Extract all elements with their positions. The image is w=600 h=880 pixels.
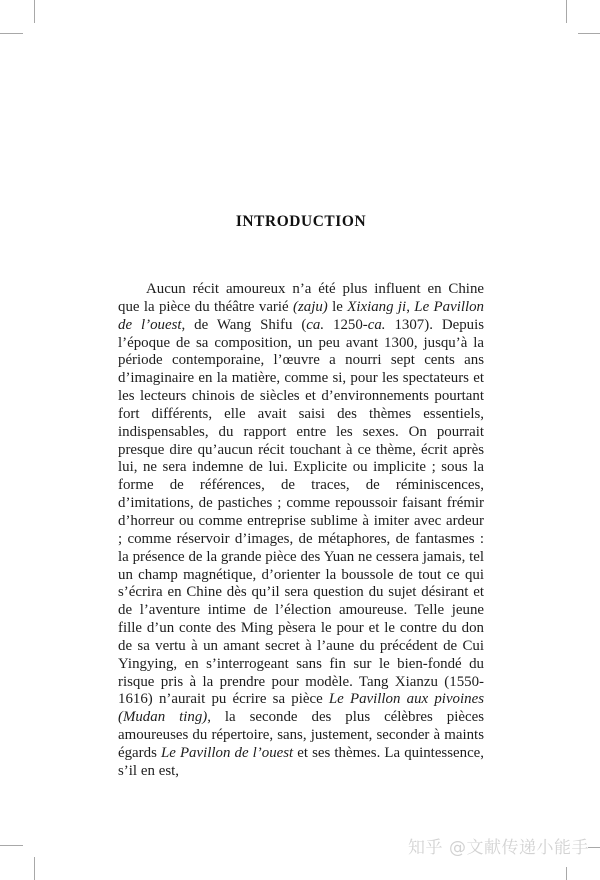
- crop-mark-top-right-horizontal: [578, 33, 600, 34]
- crop-mark-top-left-horizontal: [0, 33, 23, 34]
- page-text-block: [118, 212, 484, 781]
- zhihu-handle-text: @文献传递小能手: [449, 838, 589, 858]
- crop-mark-top-left-vertical: [34, 0, 35, 23]
- introduction-paragraph: Aucun récit amoureux n’a été plus influent en Chine que la pièce du théâtre varié (zaju) le Xixiang ji, Le Pavillon de l’ouest, de Wang Shifu (ca. 1250-ca. 1307). Depuis l’époque de sa composition, un peu avant 1300, jusqu’à la période contemporaine, l’œuvre a nourri sept cents ans d’imaginaire en la matière, comme si, pour les spectateurs et les lecteurs chinois de siècles et d’environnements pourtant fort différents, elle avait saisi des thèmes essentiels, indispensables, du rapport entre les sexes. On pourrait presque dire qu’aucun récit touchant à ce thème, écrit après lui, ne sera indemne de lui. Explicite ou implicite ; sous la forme de références, de traces, de réminiscences, d’imitations, de pastiches ; comme repoussoir faisant frémir d’horreur ou comme entreprise sublime à imiter avec ardeur ; comme réservoir d’images, de métaphores, de fantasmes : la présence de la grande pièce des Yuan ne cessera jamais, tel un champ magnétique, d’orienter la boussole de tout ce qui s’écrira en Chine dès qu’il sera question du sujet désirant et de l’aventure intime de l’élection amoureuse. Telle jeune fille d’un conte des Ming pèsera le pour et le contre du don de sa vertu à un amant secret à l’aune du précédent de Cui Yingying, en s’interrogeant sans fin sur le bien-fondé du risque pris à la prendre pour modèle. Tang Xianzu (1550-1616) n’aurait pu écrire sa pièce Le Pavillon aux pivoines (Mudan ting), la seconde des plus célèbres pièces amoureuses du répertoire, sans, justement, seconder à maints égards Le Pavillon de l’ouest et ses thèmes. La quintessence, s’il en est,: [118, 281, 485, 779]
- zhihu-watermark: [408, 836, 589, 860]
- zhihu-logo-text: 知乎: [408, 838, 443, 858]
- crop-mark-top-right-vertical: [566, 0, 567, 23]
- crop-mark-bottom-left-horizontal: [0, 845, 23, 846]
- crop-mark-bottom-left-vertical: [34, 857, 35, 880]
- crop-mark-bottom-right-horizontal: [588, 847, 600, 848]
- page-title: INTRODUCTION: [235, 213, 367, 230]
- crop-mark-bottom-right-vertical: [566, 867, 567, 880]
